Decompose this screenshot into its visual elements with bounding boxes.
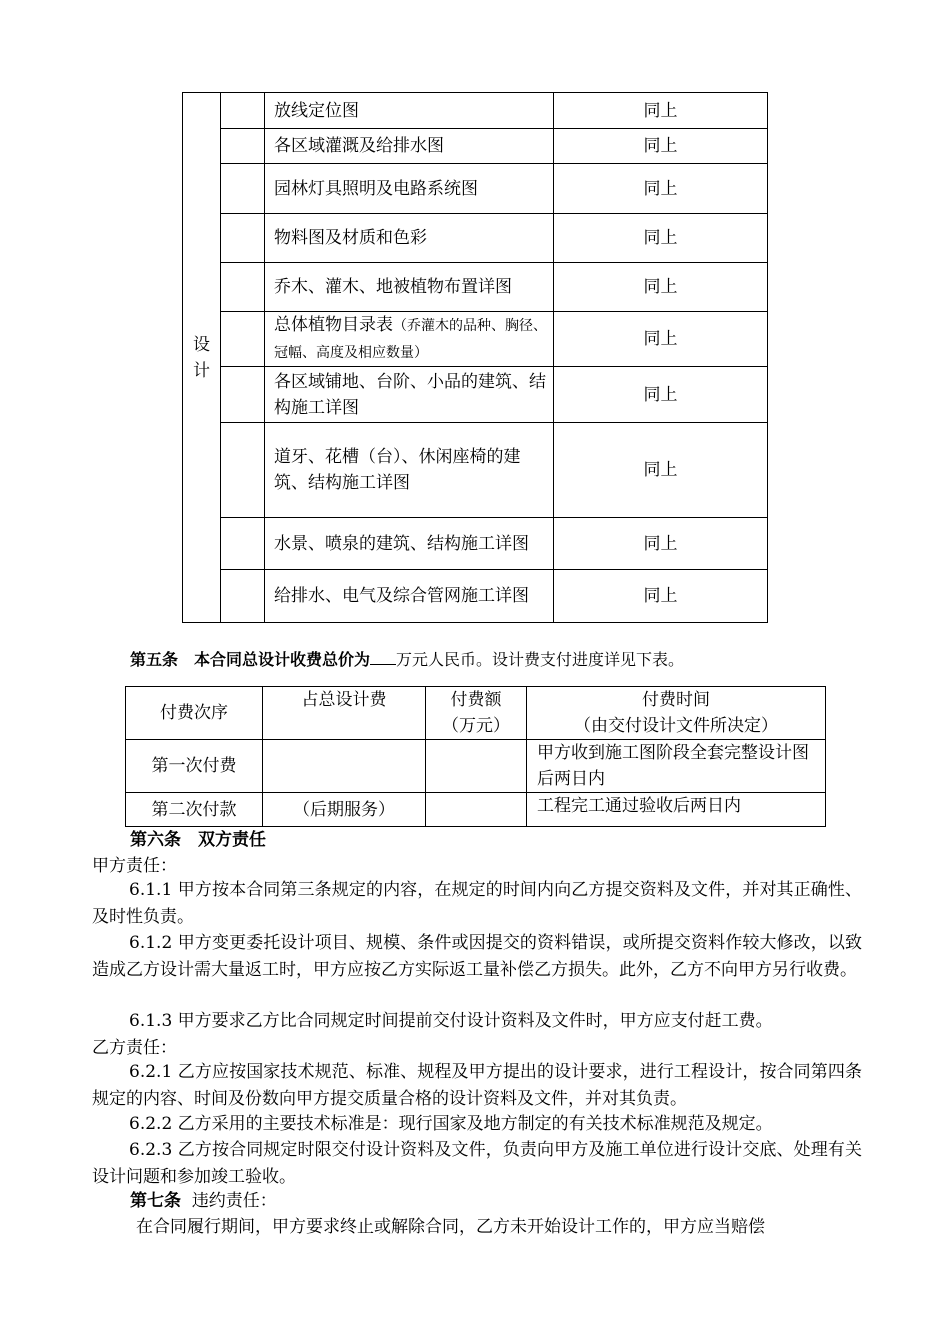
clause-6-1-2: 6.1.2 甲方变更委托设计项目、规模、条件或因提交的资料错误，或所提交资料作较大修改，以致造成乙方设计需大量返工时，甲方应按乙方实际返工量补偿乙方损失。此外，乙方不向甲方另行收费。	[92, 933, 862, 980]
item-cell: 给排水、电气及综合管网施工详图	[265, 570, 554, 623]
table-row	[183, 263, 768, 312]
header-share: 占总设计费	[263, 687, 426, 740]
item-cell: 总体植物目录表（乔灌木的品种、胸径、冠幅、高度及相应数量）	[265, 312, 554, 367]
note-cell: 同上	[554, 570, 768, 623]
item-cell: 各区域铺地、台阶、小品的建筑、结构施工详图	[265, 367, 554, 423]
table-row	[183, 129, 768, 164]
article-6-title: 第六条 双方责任	[130, 830, 266, 850]
item-cell: 各区域灌溉及给排水图	[265, 129, 554, 164]
design-items-table	[182, 92, 768, 623]
share-cell	[263, 740, 426, 793]
item-cell: 道牙、花槽（台）、休闲座椅的建筑、结构施工详图	[265, 423, 554, 518]
time-cell: 甲方收到施工图阶段全套完整设计图后两日内	[527, 740, 826, 793]
note-cell: 同上	[554, 129, 768, 164]
clause-6-2-3: 6.2.3 乙方按合同规定时限交付设计资料及文件，负责向甲方及施工单位进行设计交底、处理有关设计问题和参加竣工验收。	[92, 1140, 862, 1187]
category-cell	[183, 93, 221, 623]
header-order: 付费次序	[126, 687, 263, 740]
table-row	[126, 793, 826, 827]
item-cell: 园林灯具照明及电路系统图	[265, 164, 554, 214]
order-cell: 第一次付费	[126, 740, 263, 793]
note-cell: 同上	[554, 164, 768, 214]
table-row	[183, 367, 768, 423]
amount-cell	[426, 740, 527, 793]
share-cell: （后期服务）	[263, 793, 426, 827]
payment-table	[125, 686, 826, 827]
table-row	[183, 312, 768, 367]
note-cell: 同上	[554, 423, 768, 518]
table-row	[183, 518, 768, 570]
clause-6-2-2: 6.2.2 乙方采用的主要技术标准是：现行国家及地方制定的有关技术标准规范及规定。	[129, 1114, 773, 1134]
clause-6-2-1: 6.2.1 乙方应按国家技术规范、标准、规程及甲方提出的设计要求，进行工程设计，按合同第四条规定的内容、时间及份数向甲方提交质量合格的设计资料及文件，并对其负责。	[92, 1062, 862, 1109]
note-cell: 同上	[554, 518, 768, 570]
table-header-row	[126, 687, 826, 740]
table-row	[126, 740, 826, 793]
note-cell: 同上	[554, 214, 768, 263]
fill-blank	[370, 648, 396, 665]
category-label: 设计	[193, 334, 210, 381]
item-cell: 放线定位图	[265, 93, 554, 129]
table-row	[183, 93, 768, 129]
article-5-line	[130, 648, 684, 672]
header-amount: 付费额 （万元）	[426, 687, 527, 740]
table-row	[183, 164, 768, 214]
party-b-heading: 乙方责任：	[92, 1038, 177, 1058]
table-row	[183, 423, 768, 518]
order-cell: 第二次付款	[126, 793, 263, 827]
clause-6-1-1: 6.1.1 甲方按本合同第三条规定的内容，在规定的时间内向乙方提交资料及文件，并对其正确性、及时性负责。	[92, 880, 862, 927]
header-time: 付费时间 （由交付设计文件所决定）	[527, 687, 826, 740]
article-5-rest: 万元人民币。设计费支付进度详见下表。	[396, 650, 685, 669]
item-note-small: （乔灌木的品种、胸径、冠幅、高度及相应数量）	[274, 318, 547, 361]
note-cell: 同上	[554, 367, 768, 423]
amount-cell	[426, 793, 527, 827]
item-cell: 乔木、灌木、地被植物布置详图	[265, 263, 554, 312]
item-cell: 水景、喷泉的建筑、结构施工详图	[265, 518, 554, 570]
table-row	[183, 214, 768, 263]
note-cell: 同上	[554, 93, 768, 129]
time-cell: 工程完工通过验收后两日内	[527, 793, 826, 827]
party-a-heading: 甲方责任：	[92, 856, 177, 876]
note-cell: 同上	[554, 312, 768, 367]
article-7-title: 第七条 违约责任：	[130, 1191, 277, 1211]
article-7-paragraph: 在合同履行期间，甲方要求终止或解除合同，乙方未开始设计工作的，甲方应当赔偿	[136, 1217, 765, 1237]
table-row	[183, 570, 768, 623]
note-cell: 同上	[554, 263, 768, 312]
item-cell: 物料图及材质和色彩	[265, 214, 554, 263]
article-5-bold: 第五条 本合同总设计收费总价为	[130, 650, 371, 669]
clause-6-1-3: 6.1.3 甲方要求乙方比合同规定时间提前交付设计资料及文件时，甲方应支付赶工费。	[129, 1011, 773, 1031]
